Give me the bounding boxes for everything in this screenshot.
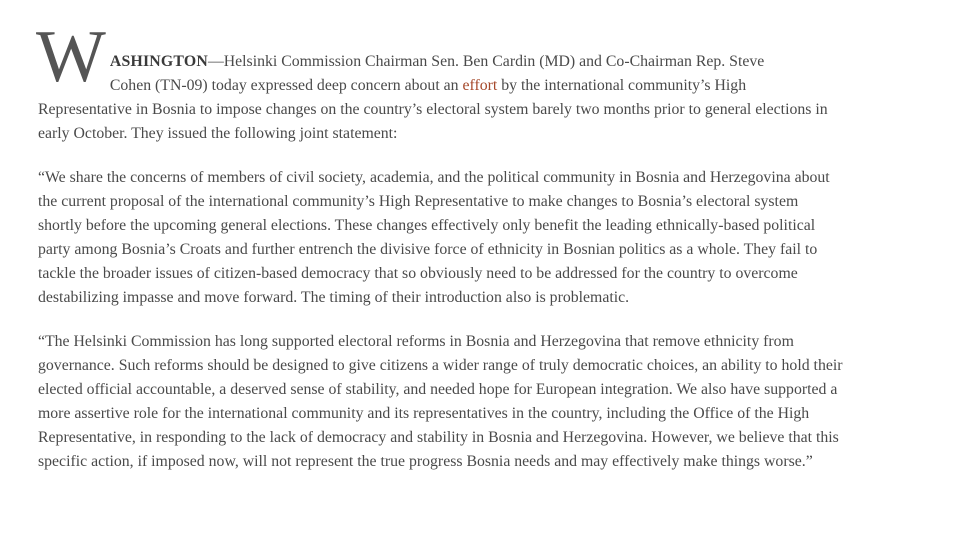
dateline: ASHINGTON — [109, 53, 208, 70]
drop-cap: W — [36, 16, 106, 98]
intro-line-1: —Helsinki Commission Chairman Sen. Ben Cardin (MD) and Co-Chairman Rep. Steve — [207, 53, 765, 70]
intro-text-after-link: by the international community’s High Representative in Bosnia to impose changes on the country’s electoral system barely two months prior to general elections in early October. They issued the following joint statement: — [38, 77, 828, 142]
paragraph-statement-2: “The Helsinki Commission has long supported electoral reforms in Bosnia and Herzegovina that remove ethnicity from governance. Such reforms should be designed to give citizens a wider range of truly democratic choices, an ability to hold their elected official accountable, a deserved sense of stability, and needed hope for European integration. We also have supported a more assertive role for the international community and its representatives in the country, including the Office of the High Representative, in responding to the lack of democracy and stability in Bosnia and Herzegovina. However, we believe that this specific action, if imposed now, will not represent the true progress Bosnia needs and may effectively make things worse.” — [38, 333, 843, 470]
intro-text-before-link: Cohen (TN-09) today expressed deep concern about an — [109, 77, 463, 94]
effort-link[interactable]: effort — [462, 77, 498, 94]
article-body — [36, 16, 843, 494]
paragraph-statement-1: “We share the concerns of members of civil society, academia, and the political community in Bosnia and Herzegovina about the current proposal of the international community’s High Representative to make changes to Bosnia’s electoral system shortly before the upcoming general elections. These changes effectively only benefit the leading ethnically-based political party among Bosnia’s Croats and further entrench the divisive force of ethnicity in Bosnian politics as a whole. They fail to tackle the broader issues of citizen-based democracy that so obviously need to be addressed for the country to overcome destabilizing impasse and move forward. The timing of their introduction also is problematic. — [38, 169, 830, 306]
intro-first-line — [38, 20, 843, 74]
paragraph-intro — [36, 16, 843, 146]
